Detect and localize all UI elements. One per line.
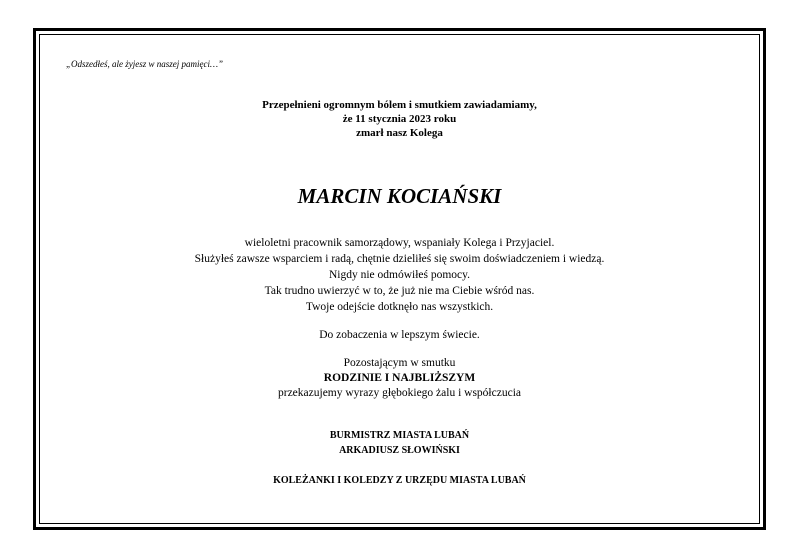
condolence-block xyxy=(36,356,763,401)
signatory-title: BURMISTRZ MIASTA LUBAŃ xyxy=(329,430,470,441)
condolence-message: przekazujemy wyrazy głębokiego żalu i współczucia xyxy=(278,387,521,399)
motto-quote: „Odszedłeś, ale żyjesz w naszej pamięci…” xyxy=(66,59,223,69)
intro-line: że 11 stycznia 2023 roku xyxy=(342,113,457,125)
intro-line: zmarł nasz Kolega xyxy=(356,127,443,139)
intro-line: Przepełnieni ogromnym bólem i smutkiem zawiadamiamy, xyxy=(262,99,537,111)
tribute-line: wieloletni pracownik samorządowy, wspaniały Kolega i Przyjaciel. xyxy=(244,237,555,249)
announcement-intro xyxy=(36,98,763,140)
farewell-line: Do zobaczenia w lepszym świecie. xyxy=(319,329,480,341)
signature-block xyxy=(36,428,763,458)
deceased-name: MARCIN KOCIAŃSKI xyxy=(297,184,502,208)
signatory-name: ARKADIUSZ SŁOWIŃSKI xyxy=(339,445,460,456)
condolence-lead: Pozostającym w smutku xyxy=(343,357,456,369)
obituary-frame xyxy=(33,28,766,530)
tribute-line: Tak trudno uwierzyć w to, że już nie ma Ciebie wśród nas. xyxy=(264,285,535,297)
tribute-line: Służyłeś zawsze wsparciem i radą, chętnie dzieliłeś się swoim doświadczeniem i wiedzą. xyxy=(194,253,605,265)
condolence-recipients: RODZINIE I NAJBLIŻSZYM xyxy=(323,372,476,384)
tribute-line: Nigdy nie odmówiłeś pomocy. xyxy=(328,269,471,281)
tribute-line: Twoje odejście dotknęło nas wszystkich. xyxy=(305,301,494,313)
colleagues-signature: KOLEŻANKI I KOLEDZY Z URZĘDU MIASTA LUBAŃ xyxy=(273,475,526,486)
tribute-text xyxy=(36,235,763,315)
